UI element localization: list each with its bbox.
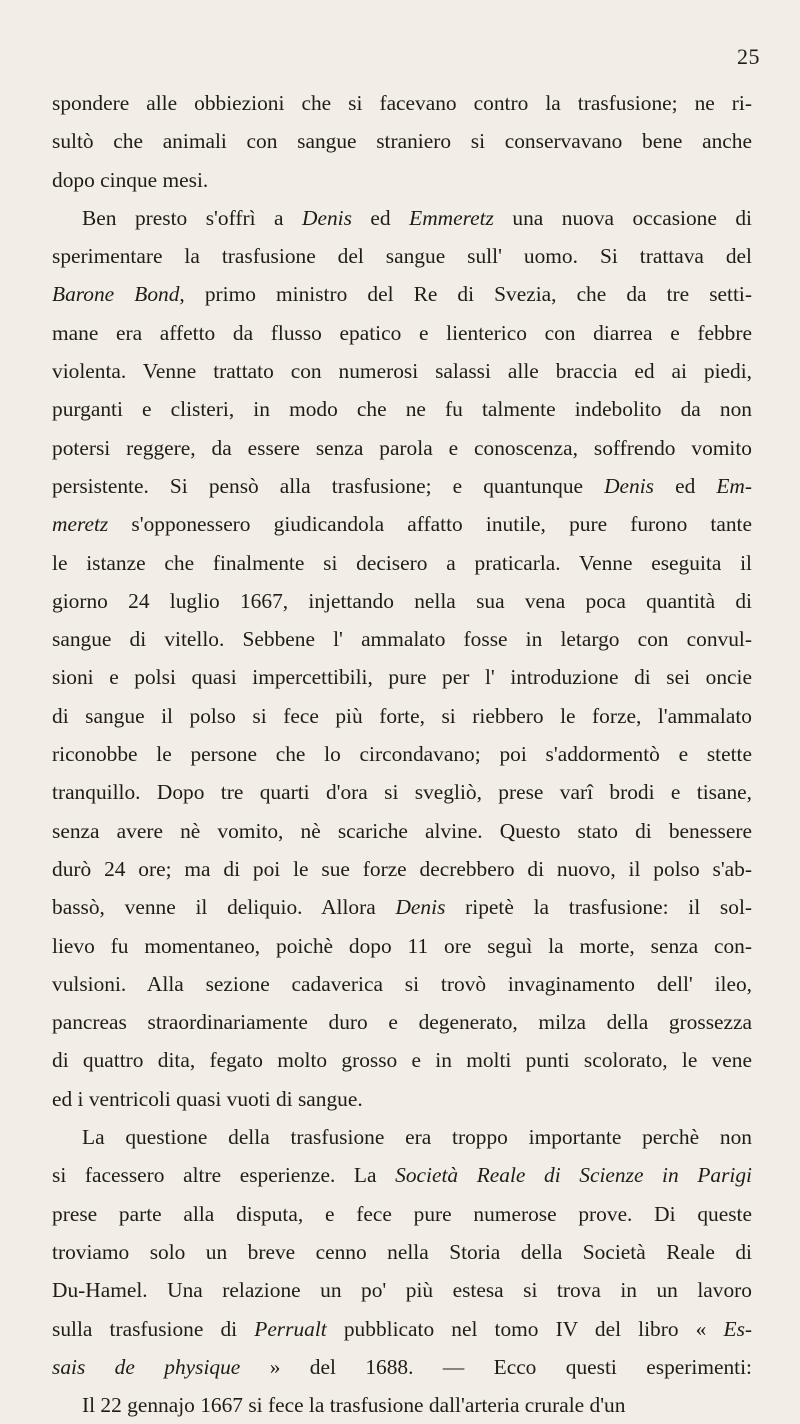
- text-segment: troviamo solo un breve cenno nella Storia della Società Reale di: [52, 1239, 752, 1264]
- text-line: [52, 1118, 752, 1156]
- text-line: [52, 735, 752, 773]
- italic-text: Perrualt: [254, 1316, 327, 1341]
- text-segment: una nuova occasione di: [493, 205, 752, 230]
- text-segment: bassò, venne il deliquio. Allora: [52, 895, 396, 920]
- text-segment: senza avere nè vomito, nè scariche alvine. Questo stato di benessere: [52, 818, 752, 843]
- text-segment: vulsioni. Alla sezione cadaverica si trovò invaginamento dell' ileo,: [52, 971, 752, 996]
- text-segment: La questione della trasfusione era troppo importante perchè non: [82, 1125, 752, 1150]
- text-line: [52, 84, 752, 122]
- italic-text: sais de physique: [52, 1354, 241, 1379]
- text-segment: Du-Hamel. Una relazione un po' più estesa si trova in un lavoro: [52, 1278, 752, 1303]
- text-line: [52, 161, 752, 199]
- text-line: [52, 1041, 752, 1079]
- text-line: [52, 199, 752, 237]
- italic-text: meretz: [52, 512, 109, 537]
- text-line: [52, 1310, 752, 1348]
- italic-text: Em-: [716, 473, 752, 498]
- text-line: [52, 505, 752, 543]
- text-segment: s'opponessero giudicandola affatto inutile, pure furono tante: [108, 512, 752, 537]
- text-segment: prese parte alla disputa, e fece pure numerose prove. Di queste: [52, 1201, 752, 1226]
- text-line: [52, 352, 752, 390]
- text-line: [52, 544, 752, 582]
- body-text: [52, 84, 752, 1424]
- text-line: [52, 237, 752, 275]
- text-line: [52, 314, 752, 352]
- text-segment: potersi reggere, da essere senza parola e conoscenza, soffrendo vomito: [52, 435, 752, 460]
- text-line: [52, 122, 752, 160]
- text-line: [52, 773, 752, 811]
- text-segment: purganti e clisteri, in modo che ne fu talmente indebolito da non: [52, 397, 752, 422]
- text-line: [52, 658, 752, 696]
- text-segment: sperimentare la trasfusione del sangue sull' uomo. Si trattava del: [52, 244, 752, 269]
- italic-text: Denis: [302, 205, 352, 230]
- text-segment: tranquillo. Dopo tre quarti d'ora si svegliò, prese varî brodi e tisane,: [52, 780, 752, 805]
- text-line: [52, 1386, 752, 1424]
- text-segment: ripetè la trasfusione: il sol-: [445, 895, 753, 920]
- italic-text: Es-: [723, 1316, 753, 1341]
- text-segment: riconobbe le persone che lo circondavano; poi s'addormentò e stette: [52, 742, 752, 767]
- text-line: [52, 888, 752, 926]
- text-line: [52, 390, 752, 428]
- text-segment: violenta. Venne trattato con numerosi salassi alle braccia ed ai piedi,: [52, 359, 752, 384]
- text-segment: ed: [654, 473, 717, 498]
- text-line: [52, 582, 752, 620]
- text-segment: mane era affetto da flusso epatico e lienterico con diarrea e febbre: [52, 320, 752, 345]
- text-segment: , primo ministro del Re di Svezia, che da tre setti-: [179, 282, 752, 307]
- text-segment: di sangue il polso si fece più forte, si riebbero le forze, l'ammalato: [52, 703, 752, 728]
- text-segment: sioni e polsi quasi impercettibili, pure per l' introduzione di sei oncie: [52, 665, 752, 690]
- text-segment: lievo fu momentaneo, poichè dopo 11 ore seguì la morte, senza con-: [52, 933, 752, 958]
- text-segment: ed i ventricoli quasi vuoti di sangue.: [52, 1086, 363, 1111]
- text-line: [52, 812, 752, 850]
- text-line: [52, 850, 752, 888]
- text-segment: sultò che animali con sangue straniero si conservavano bene anche: [52, 129, 752, 154]
- text-line: [52, 1195, 752, 1233]
- text-line: [52, 1233, 752, 1271]
- italic-text: Denis: [604, 473, 654, 498]
- text-segment: » del 1688. — Ecco questi esperimenti:: [240, 1354, 752, 1379]
- text-segment: persistente. Si pensò alla trasfusione; e quantunque: [52, 473, 605, 498]
- text-segment: di quattro dita, fegato molto grosso e in molti punti scolorato, le vene: [52, 1048, 752, 1073]
- text-segment: Il 22 gennajo 1667 si fece la trasfusione dall'arteria crurale d'un: [82, 1393, 626, 1418]
- text-segment: si facessero altre esperienze. La: [52, 1163, 396, 1188]
- text-line: [52, 620, 752, 658]
- text-segment: sulla trasfusione di: [52, 1316, 255, 1341]
- text-segment: Ben presto s'offrì a: [82, 205, 303, 230]
- text-segment: pancreas straordinariamente duro e degenerato, milza della grossezza: [52, 1010, 752, 1035]
- text-line: [52, 965, 752, 1003]
- italic-text: Società Reale di Scienze in Parigi: [395, 1163, 752, 1188]
- text-line: [52, 697, 752, 735]
- text-line: [52, 275, 752, 313]
- text-line: [52, 927, 752, 965]
- text-line: [52, 1348, 752, 1386]
- text-segment: giorno 24 luglio 1667, injettando nella sua vena poca quantità di: [52, 588, 752, 613]
- italic-text: Barone Bond: [52, 282, 180, 307]
- text-line: [52, 429, 752, 467]
- text-segment: le istanze che finalmente si decisero a praticarla. Venne eseguita il: [52, 550, 752, 575]
- text-segment: dopo cinque mesi.: [52, 167, 209, 192]
- page-number: 25: [737, 44, 760, 69]
- text-line: [52, 1271, 752, 1309]
- text-line: [52, 467, 752, 505]
- italic-text: Emmeretz: [409, 205, 494, 230]
- text-segment: ed: [351, 205, 410, 230]
- text-segment: durò 24 ore; ma di poi le sue forze decrebbero di nuovo, il polso s'ab-: [52, 856, 752, 881]
- italic-text: Denis: [395, 895, 446, 920]
- text-segment: sangue di vitello. Sebbene l' ammalato fosse in letargo con convul-: [52, 627, 752, 652]
- text-segment: pubblicato nel tomo IV del libro «: [326, 1316, 724, 1341]
- text-line: [52, 1156, 752, 1194]
- text-line: [52, 1003, 752, 1041]
- text-line: [52, 1080, 752, 1118]
- text-segment: spondere alle obbiezioni che si facevano contro la trasfusione; ne ri-: [52, 91, 752, 115]
